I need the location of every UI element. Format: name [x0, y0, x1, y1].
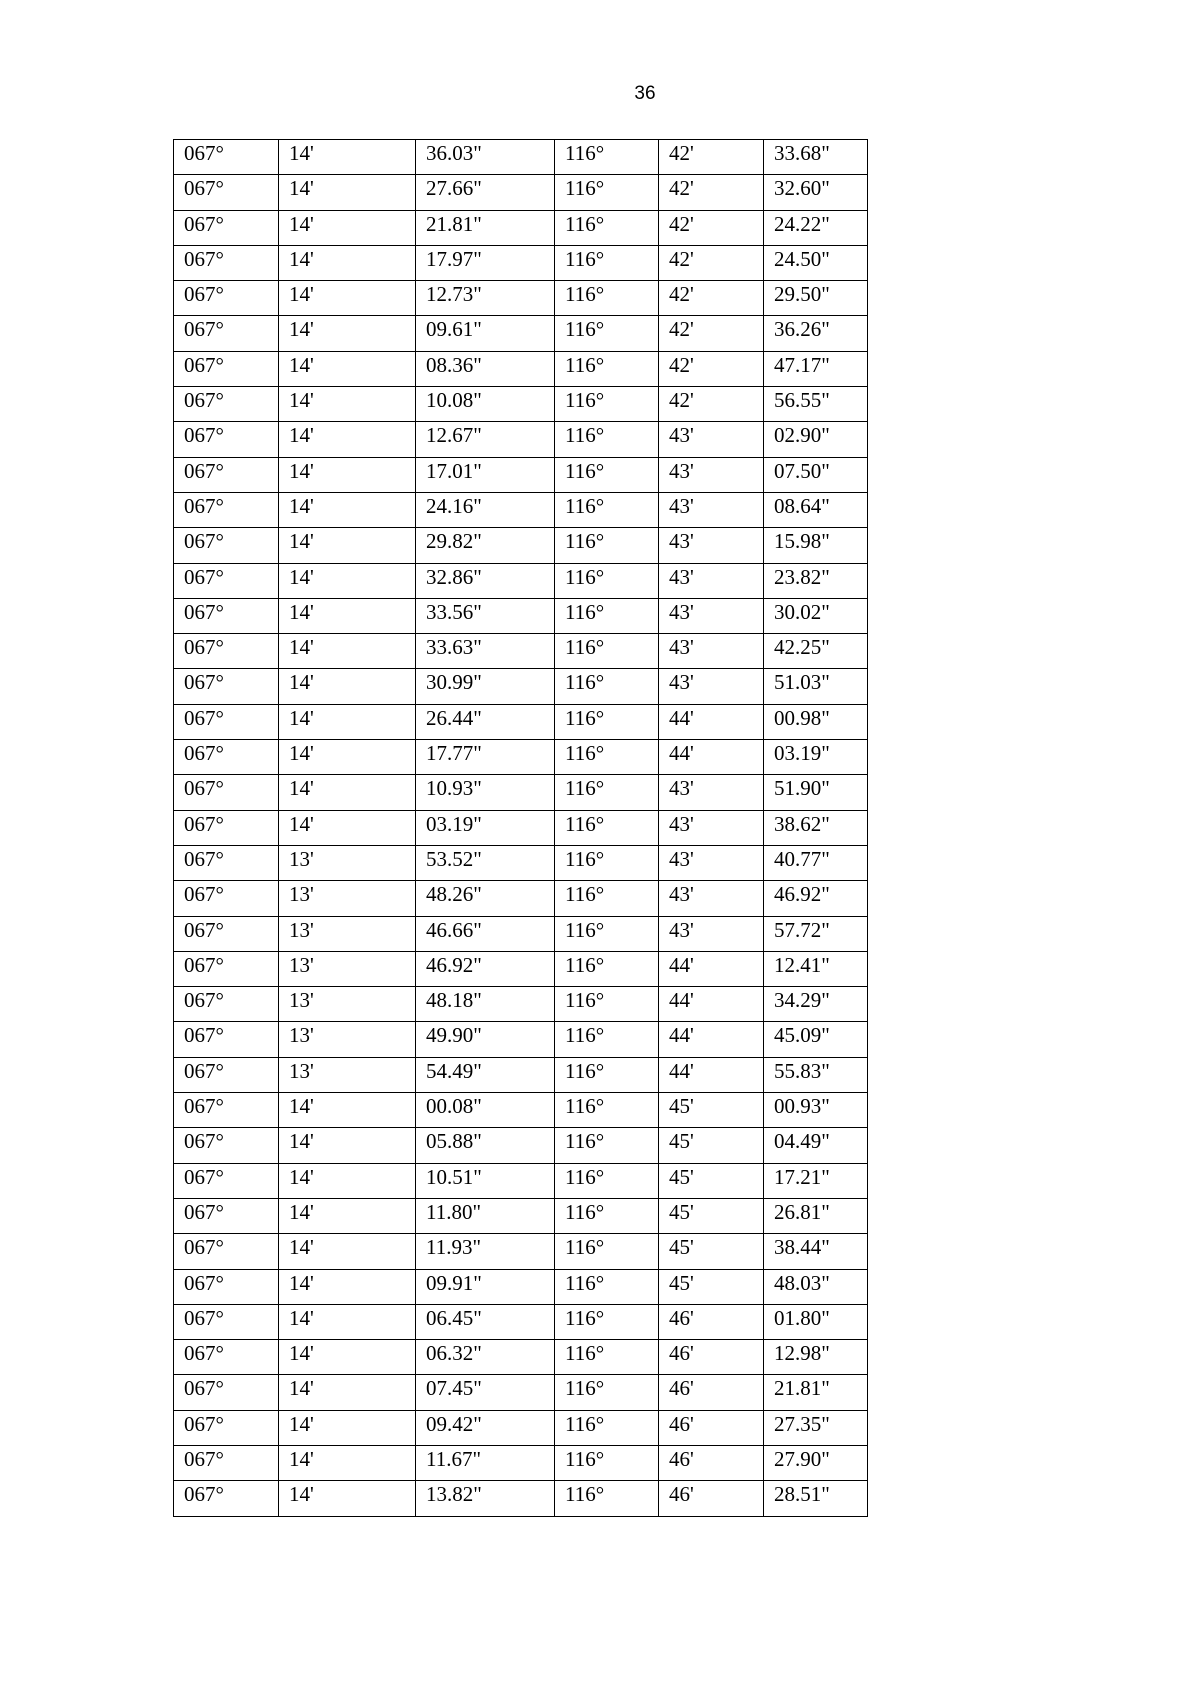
cell-lon-minutes: 45': [659, 1163, 764, 1198]
table-row: [174, 1234, 868, 1269]
cell-lon-seconds: 38.44": [764, 1234, 868, 1269]
table-row: [174, 1057, 868, 1092]
cell-lon-minutes: 43': [659, 775, 764, 810]
cell-lat-seconds: 32.86": [416, 563, 555, 598]
cell-lat-degrees: 067°: [174, 881, 279, 916]
cell-lon-minutes: 45': [659, 1198, 764, 1233]
cell-lon-degrees: 116°: [555, 1340, 659, 1375]
cell-lon-minutes: 44': [659, 1057, 764, 1092]
cell-lon-seconds: 00.93": [764, 1093, 868, 1128]
cell-lat-degrees: 067°: [174, 210, 279, 245]
cell-lat-degrees: 067°: [174, 1234, 279, 1269]
cell-lon-minutes: 42': [659, 140, 764, 175]
cell-lon-seconds: 00.98": [764, 704, 868, 739]
cell-lon-seconds: 34.29": [764, 987, 868, 1022]
cell-lon-degrees: 116°: [555, 669, 659, 704]
cell-lon-degrees: 116°: [555, 175, 659, 210]
cell-lon-minutes: 43': [659, 598, 764, 633]
cell-lon-minutes: 44': [659, 740, 764, 775]
cell-lat-degrees: 067°: [174, 740, 279, 775]
cell-lon-degrees: 116°: [555, 810, 659, 845]
cell-lat-degrees: 067°: [174, 281, 279, 316]
cell-lat-seconds: 06.32": [416, 1340, 555, 1375]
cell-lat-seconds: 08.36": [416, 351, 555, 386]
cell-lon-degrees: 116°: [555, 422, 659, 457]
cell-lon-minutes: 44': [659, 1022, 764, 1057]
cell-lon-minutes: 45': [659, 1128, 764, 1163]
cell-lat-degrees: 067°: [174, 1163, 279, 1198]
cell-lat-degrees: 067°: [174, 1128, 279, 1163]
cell-lon-minutes: 43': [659, 881, 764, 916]
table-row: [174, 951, 868, 986]
cell-lat-degrees: 067°: [174, 1057, 279, 1092]
cell-lon-seconds: 33.68": [764, 140, 868, 175]
cell-lon-seconds: 51.03": [764, 669, 868, 704]
cell-lon-degrees: 116°: [555, 316, 659, 351]
cell-lon-seconds: 51.90": [764, 775, 868, 810]
cell-lat-degrees: 067°: [174, 1304, 279, 1339]
cell-lon-degrees: 116°: [555, 210, 659, 245]
cell-lon-degrees: 116°: [555, 987, 659, 1022]
cell-lon-minutes: 46': [659, 1304, 764, 1339]
cell-lat-seconds: 09.91": [416, 1269, 555, 1304]
table-row: [174, 1269, 868, 1304]
cell-lon-minutes: 43': [659, 669, 764, 704]
cell-lat-degrees: 067°: [174, 845, 279, 880]
cell-lat-minutes: 14': [279, 1304, 416, 1339]
table-row: [174, 457, 868, 492]
table-row: [174, 1481, 868, 1516]
cell-lat-seconds: 11.80": [416, 1198, 555, 1233]
cell-lat-degrees: 067°: [174, 1410, 279, 1445]
cell-lat-seconds: 27.66": [416, 175, 555, 210]
cell-lat-minutes: 14': [279, 387, 416, 422]
cell-lon-seconds: 36.26": [764, 316, 868, 351]
cell-lon-minutes: 42': [659, 245, 764, 280]
cell-lon-minutes: 45': [659, 1234, 764, 1269]
cell-lon-minutes: 44': [659, 704, 764, 739]
cell-lat-minutes: 14': [279, 1375, 416, 1410]
cell-lat-seconds: 13.82": [416, 1481, 555, 1516]
table-row: [174, 175, 868, 210]
cell-lat-degrees: 067°: [174, 316, 279, 351]
cell-lat-minutes: 14': [279, 1340, 416, 1375]
cell-lon-degrees: 116°: [555, 1445, 659, 1480]
cell-lon-degrees: 116°: [555, 704, 659, 739]
cell-lon-degrees: 116°: [555, 775, 659, 810]
cell-lat-minutes: 14': [279, 1481, 416, 1516]
table-row: [174, 1304, 868, 1339]
cell-lat-degrees: 067°: [174, 987, 279, 1022]
cell-lat-minutes: 13': [279, 845, 416, 880]
cell-lon-minutes: 46': [659, 1445, 764, 1480]
table-row: [174, 1375, 868, 1410]
cell-lat-minutes: 14': [279, 669, 416, 704]
cell-lon-degrees: 116°: [555, 845, 659, 880]
cell-lon-degrees: 116°: [555, 740, 659, 775]
cell-lat-seconds: 11.67": [416, 1445, 555, 1480]
cell-lat-degrees: 067°: [174, 422, 279, 457]
cell-lat-minutes: 13': [279, 1057, 416, 1092]
cell-lon-minutes: 43': [659, 563, 764, 598]
cell-lon-seconds: 40.77": [764, 845, 868, 880]
cell-lon-seconds: 21.81": [764, 1375, 868, 1410]
cell-lat-degrees: 067°: [174, 1198, 279, 1233]
cell-lon-minutes: 43': [659, 528, 764, 563]
table-row: [174, 1445, 868, 1480]
cell-lon-minutes: 42': [659, 316, 764, 351]
table-row: [174, 528, 868, 563]
cell-lon-degrees: 116°: [555, 1093, 659, 1128]
table-row: [174, 563, 868, 598]
cell-lat-minutes: 14': [279, 422, 416, 457]
table-row: [174, 634, 868, 669]
cell-lon-seconds: 46.92": [764, 881, 868, 916]
cell-lat-degrees: 067°: [174, 140, 279, 175]
cell-lat-seconds: 46.66": [416, 916, 555, 951]
cell-lat-seconds: 00.08": [416, 1093, 555, 1128]
cell-lon-degrees: 116°: [555, 951, 659, 986]
cell-lat-minutes: 14': [279, 1445, 416, 1480]
table-row: [174, 810, 868, 845]
cell-lon-seconds: 45.09": [764, 1022, 868, 1057]
table-row: [174, 1022, 868, 1057]
cell-lon-degrees: 116°: [555, 1057, 659, 1092]
cell-lat-degrees: 067°: [174, 1269, 279, 1304]
cell-lon-degrees: 116°: [555, 1375, 659, 1410]
table-row: [174, 916, 868, 951]
cell-lat-minutes: 13': [279, 987, 416, 1022]
table-row: [174, 740, 868, 775]
cell-lon-seconds: 01.80": [764, 1304, 868, 1339]
cell-lon-degrees: 116°: [555, 634, 659, 669]
cell-lon-seconds: 12.98": [764, 1340, 868, 1375]
table-row: [174, 492, 868, 527]
cell-lat-minutes: 14': [279, 1269, 416, 1304]
cell-lat-degrees: 067°: [174, 951, 279, 986]
cell-lon-degrees: 116°: [555, 1304, 659, 1339]
cell-lat-minutes: 14': [279, 810, 416, 845]
cell-lat-degrees: 067°: [174, 245, 279, 280]
cell-lon-seconds: 23.82": [764, 563, 868, 598]
cell-lat-minutes: 13': [279, 1022, 416, 1057]
cell-lon-minutes: 46': [659, 1481, 764, 1516]
cell-lon-seconds: 12.41": [764, 951, 868, 986]
cell-lon-minutes: 44': [659, 951, 764, 986]
cell-lon-seconds: 26.81": [764, 1198, 868, 1233]
cell-lon-minutes: 46': [659, 1340, 764, 1375]
cell-lat-degrees: 067°: [174, 1445, 279, 1480]
cell-lat-seconds: 09.42": [416, 1410, 555, 1445]
coordinates-table: [173, 139, 868, 1517]
cell-lat-seconds: 30.99": [416, 669, 555, 704]
cell-lon-degrees: 116°: [555, 457, 659, 492]
cell-lon-seconds: 08.64": [764, 492, 868, 527]
cell-lat-degrees: 067°: [174, 1022, 279, 1057]
cell-lat-degrees: 067°: [174, 810, 279, 845]
cell-lon-degrees: 116°: [555, 351, 659, 386]
cell-lon-minutes: 46': [659, 1375, 764, 1410]
cell-lon-seconds: 38.62": [764, 810, 868, 845]
cell-lat-seconds: 53.52": [416, 845, 555, 880]
cell-lon-minutes: 46': [659, 1410, 764, 1445]
cell-lat-degrees: 067°: [174, 492, 279, 527]
cell-lat-seconds: 17.97": [416, 245, 555, 280]
cell-lon-minutes: 43': [659, 422, 764, 457]
cell-lon-seconds: 07.50": [764, 457, 868, 492]
cell-lat-minutes: 13': [279, 916, 416, 951]
cell-lat-seconds: 48.26": [416, 881, 555, 916]
cell-lon-minutes: 43': [659, 810, 764, 845]
cell-lat-seconds: 09.61": [416, 316, 555, 351]
cell-lat-seconds: 10.08": [416, 387, 555, 422]
cell-lon-seconds: 02.90": [764, 422, 868, 457]
cell-lat-seconds: 06.45": [416, 1304, 555, 1339]
cell-lon-seconds: 15.98": [764, 528, 868, 563]
cell-lon-minutes: 42': [659, 351, 764, 386]
cell-lon-minutes: 44': [659, 987, 764, 1022]
cell-lat-seconds: 03.19": [416, 810, 555, 845]
table-row: [174, 1198, 868, 1233]
table-row: [174, 351, 868, 386]
cell-lat-minutes: 14': [279, 140, 416, 175]
cell-lat-seconds: 10.93": [416, 775, 555, 810]
cell-lon-degrees: 116°: [555, 492, 659, 527]
cell-lat-minutes: 13': [279, 881, 416, 916]
cell-lat-minutes: 14': [279, 492, 416, 527]
cell-lat-minutes: 14': [279, 740, 416, 775]
cell-lon-seconds: 27.35": [764, 1410, 868, 1445]
cell-lat-minutes: 14': [279, 281, 416, 316]
cell-lat-minutes: 14': [279, 175, 416, 210]
table-row: [174, 1128, 868, 1163]
cell-lat-degrees: 067°: [174, 528, 279, 563]
coordinates-table-body: [174, 140, 868, 1517]
cell-lat-minutes: 14': [279, 598, 416, 633]
cell-lon-seconds: 27.90": [764, 1445, 868, 1480]
cell-lat-degrees: 067°: [174, 669, 279, 704]
table-row: [174, 1093, 868, 1128]
cell-lat-degrees: 067°: [174, 598, 279, 633]
table-row: [174, 704, 868, 739]
table-row: [174, 387, 868, 422]
cell-lat-degrees: 067°: [174, 175, 279, 210]
cell-lon-degrees: 116°: [555, 563, 659, 598]
cell-lat-seconds: 29.82": [416, 528, 555, 563]
cell-lat-seconds: 48.18": [416, 987, 555, 1022]
table-row: [174, 210, 868, 245]
cell-lat-degrees: 067°: [174, 457, 279, 492]
cell-lon-degrees: 116°: [555, 245, 659, 280]
cell-lon-minutes: 43': [659, 492, 764, 527]
cell-lat-minutes: 14': [279, 245, 416, 280]
cell-lat-minutes: 14': [279, 1163, 416, 1198]
cell-lat-seconds: 12.67": [416, 422, 555, 457]
cell-lon-seconds: 42.25": [764, 634, 868, 669]
cell-lon-minutes: 45': [659, 1269, 764, 1304]
cell-lon-seconds: 17.21": [764, 1163, 868, 1198]
cell-lon-minutes: 45': [659, 1093, 764, 1128]
cell-lon-degrees: 116°: [555, 1481, 659, 1516]
cell-lat-degrees: 067°: [174, 563, 279, 598]
cell-lon-seconds: 29.50": [764, 281, 868, 316]
cell-lon-seconds: 57.72": [764, 916, 868, 951]
cell-lon-degrees: 116°: [555, 881, 659, 916]
cell-lon-minutes: 42': [659, 387, 764, 422]
cell-lon-seconds: 28.51": [764, 1481, 868, 1516]
cell-lon-degrees: 116°: [555, 1269, 659, 1304]
cell-lat-degrees: 067°: [174, 775, 279, 810]
cell-lat-seconds: 07.45": [416, 1375, 555, 1410]
table-row: [174, 775, 868, 810]
cell-lat-seconds: 11.93": [416, 1234, 555, 1269]
cell-lat-degrees: 067°: [174, 351, 279, 386]
cell-lon-degrees: 116°: [555, 1128, 659, 1163]
cell-lat-degrees: 067°: [174, 1340, 279, 1375]
cell-lat-minutes: 14': [279, 1234, 416, 1269]
cell-lat-seconds: 24.16": [416, 492, 555, 527]
table-row: [174, 669, 868, 704]
table-row: [174, 598, 868, 633]
cell-lat-seconds: 10.51": [416, 1163, 555, 1198]
cell-lon-degrees: 116°: [555, 916, 659, 951]
cell-lon-minutes: 42': [659, 175, 764, 210]
cell-lat-minutes: 14': [279, 210, 416, 245]
cell-lat-minutes: 14': [279, 775, 416, 810]
cell-lon-seconds: 55.83": [764, 1057, 868, 1092]
cell-lat-minutes: 14': [279, 1093, 416, 1128]
table-row: [174, 422, 868, 457]
cell-lon-degrees: 116°: [555, 528, 659, 563]
cell-lat-minutes: 14': [279, 634, 416, 669]
cell-lat-minutes: 14': [279, 316, 416, 351]
cell-lon-seconds: 24.22": [764, 210, 868, 245]
cell-lat-seconds: 26.44": [416, 704, 555, 739]
cell-lon-minutes: 43': [659, 845, 764, 880]
table-row: [174, 987, 868, 1022]
table-row: [174, 1410, 868, 1445]
cell-lat-seconds: 46.92": [416, 951, 555, 986]
cell-lat-degrees: 067°: [174, 916, 279, 951]
cell-lat-degrees: 067°: [174, 1093, 279, 1128]
cell-lat-minutes: 14': [279, 528, 416, 563]
cell-lat-seconds: 49.90": [416, 1022, 555, 1057]
cell-lat-seconds: 36.03": [416, 140, 555, 175]
cell-lat-minutes: 14': [279, 704, 416, 739]
cell-lon-degrees: 116°: [555, 281, 659, 316]
table-row: [174, 1163, 868, 1198]
table-row: [174, 245, 868, 280]
cell-lon-degrees: 116°: [555, 1022, 659, 1057]
cell-lat-seconds: 05.88": [416, 1128, 555, 1163]
cell-lon-minutes: 43': [659, 634, 764, 669]
cell-lon-seconds: 04.49": [764, 1128, 868, 1163]
cell-lon-seconds: 24.50": [764, 245, 868, 280]
cell-lat-minutes: 13': [279, 951, 416, 986]
cell-lon-seconds: 48.03": [764, 1269, 868, 1304]
cell-lon-minutes: 42': [659, 210, 764, 245]
cell-lon-degrees: 116°: [555, 598, 659, 633]
cell-lon-degrees: 116°: [555, 1234, 659, 1269]
cell-lat-seconds: 17.77": [416, 740, 555, 775]
page-number: 36: [634, 83, 656, 104]
cell-lon-minutes: 43': [659, 457, 764, 492]
table-row: [174, 1340, 868, 1375]
cell-lat-seconds: 21.81": [416, 210, 555, 245]
cell-lat-seconds: 17.01": [416, 457, 555, 492]
cell-lon-degrees: 116°: [555, 1198, 659, 1233]
table-row: [174, 140, 868, 175]
table-row: [174, 316, 868, 351]
cell-lat-degrees: 067°: [174, 1481, 279, 1516]
cell-lat-seconds: 33.56": [416, 598, 555, 633]
cell-lat-degrees: 067°: [174, 1375, 279, 1410]
cell-lat-degrees: 067°: [174, 704, 279, 739]
cell-lat-degrees: 067°: [174, 634, 279, 669]
cell-lat-minutes: 14': [279, 351, 416, 386]
cell-lat-seconds: 33.63": [416, 634, 555, 669]
cell-lat-seconds: 54.49": [416, 1057, 555, 1092]
cell-lon-minutes: 43': [659, 916, 764, 951]
cell-lon-seconds: 30.02": [764, 598, 868, 633]
cell-lon-seconds: 47.17": [764, 351, 868, 386]
cell-lon-seconds: 32.60": [764, 175, 868, 210]
cell-lon-degrees: 116°: [555, 387, 659, 422]
cell-lon-seconds: 56.55": [764, 387, 868, 422]
table-row: [174, 845, 868, 880]
cell-lon-degrees: 116°: [555, 1410, 659, 1445]
cell-lon-degrees: 116°: [555, 1163, 659, 1198]
cell-lat-minutes: 14': [279, 1198, 416, 1233]
cell-lat-minutes: 14': [279, 457, 416, 492]
cell-lon-seconds: 03.19": [764, 740, 868, 775]
cell-lat-seconds: 12.73": [416, 281, 555, 316]
cell-lat-minutes: 14': [279, 1410, 416, 1445]
cell-lat-degrees: 067°: [174, 387, 279, 422]
cell-lat-minutes: 14': [279, 563, 416, 598]
cell-lon-degrees: 116°: [555, 140, 659, 175]
table-row: [174, 881, 868, 916]
cell-lon-minutes: 42': [659, 281, 764, 316]
table-row: [174, 281, 868, 316]
cell-lat-minutes: 14': [279, 1128, 416, 1163]
